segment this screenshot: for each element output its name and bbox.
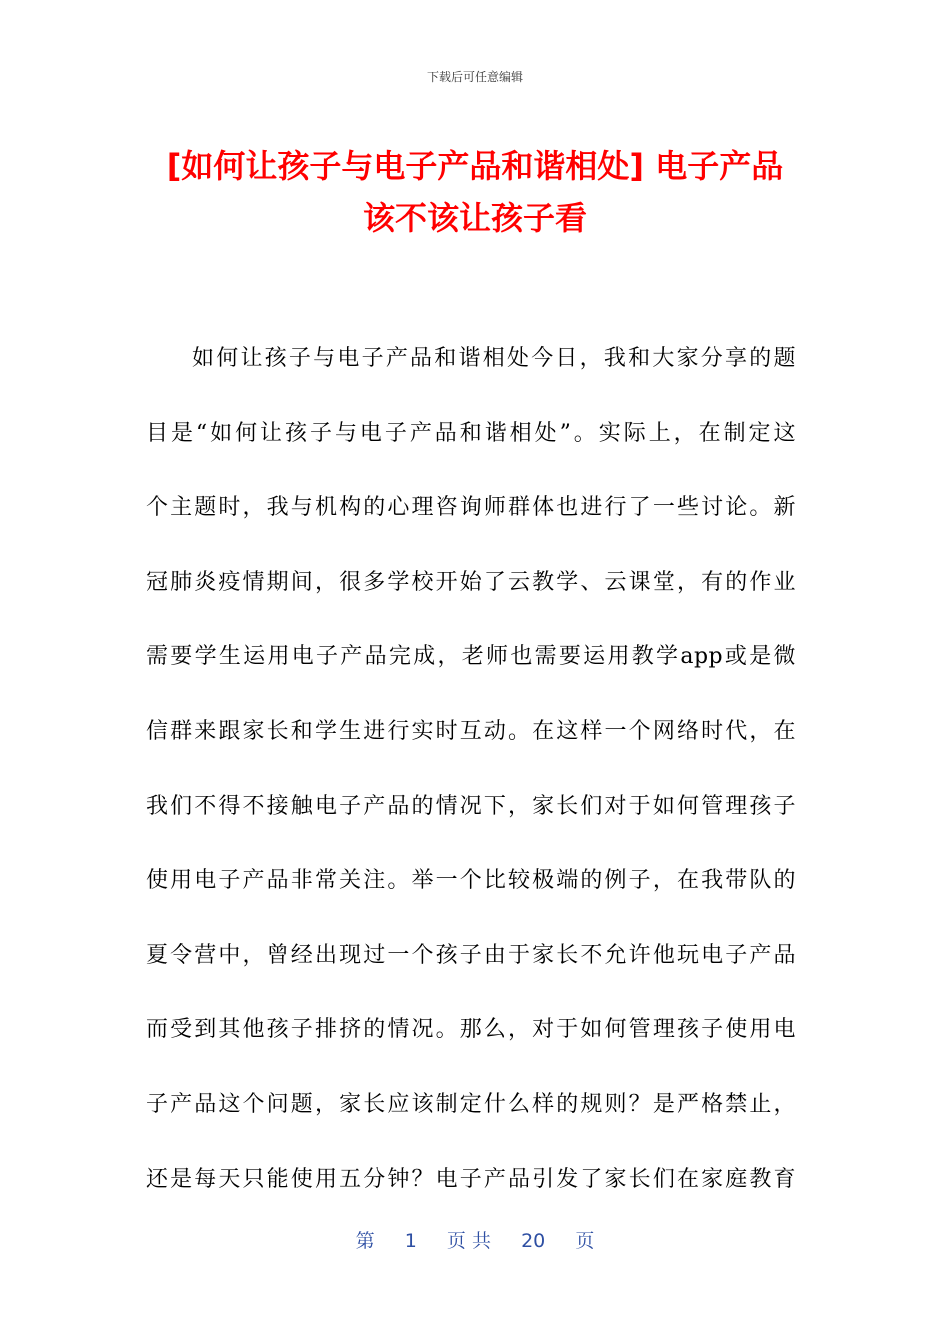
body-line: 还是每天只能使用五分钟？电子产品引发了家长们在家庭教育 — [146, 1166, 796, 1192]
header-note: 下载后可任意编辑 — [426, 70, 523, 84]
body-line: 使用电子产品非常关注。举一个比较极端的例子，在我带队的 — [146, 868, 796, 894]
body-line: 信群来跟家长和学生进行实时互动。在这样一个网络时代，在 — [146, 718, 796, 744]
body-paragraph — [146, 322, 796, 1217]
body-line: 夏令营中，曾经出现过一个孩子由于家长不允许他玩电子产品 — [146, 942, 796, 968]
body-line: 我们不得不接触电子产品的情况下，家长们对于如何管理孩子 — [146, 793, 796, 819]
footer-prefix: 第 — [355, 1230, 375, 1252]
footer-page-number: 1 — [404, 1230, 417, 1252]
document-title — [110, 140, 840, 244]
title-line-1: [如何让孩子与电子产品和谐相处] 电子产品 — [166, 147, 784, 185]
body-line: 子产品这个问题，家长应该制定什么样的规则？是严格禁止， — [146, 1091, 796, 1117]
body-line: 而受到其他孩子排挤的情况。那么，对于如何管理孩子使用电 — [146, 1017, 796, 1043]
body-line: 目是“如何让孩子与电子产品和谐相处”。实际上，在制定这 — [146, 420, 796, 446]
footer-middle: 页 共 — [446, 1230, 491, 1252]
body-line: 需要学生运用电子产品完成，老师也需要运用教学app或是微 — [146, 644, 796, 670]
footer-total-pages: 20 — [521, 1230, 546, 1252]
title-line-2: 该不该让孩子看 — [362, 199, 587, 237]
body-line: 冠肺炎疫情期间，很多学校开始了云教学、云课堂，有的作业 — [146, 569, 796, 595]
page-footer — [0, 1226, 950, 1253]
body-line: 个主题时，我与机构的心理咨询师群体也进行了一些讨论。新 — [146, 495, 796, 521]
body-line: 如何让孩子与电子产品和谐相处今日，我和大家分享的题 — [192, 346, 796, 371]
footer-suffix: 页 — [575, 1230, 595, 1252]
